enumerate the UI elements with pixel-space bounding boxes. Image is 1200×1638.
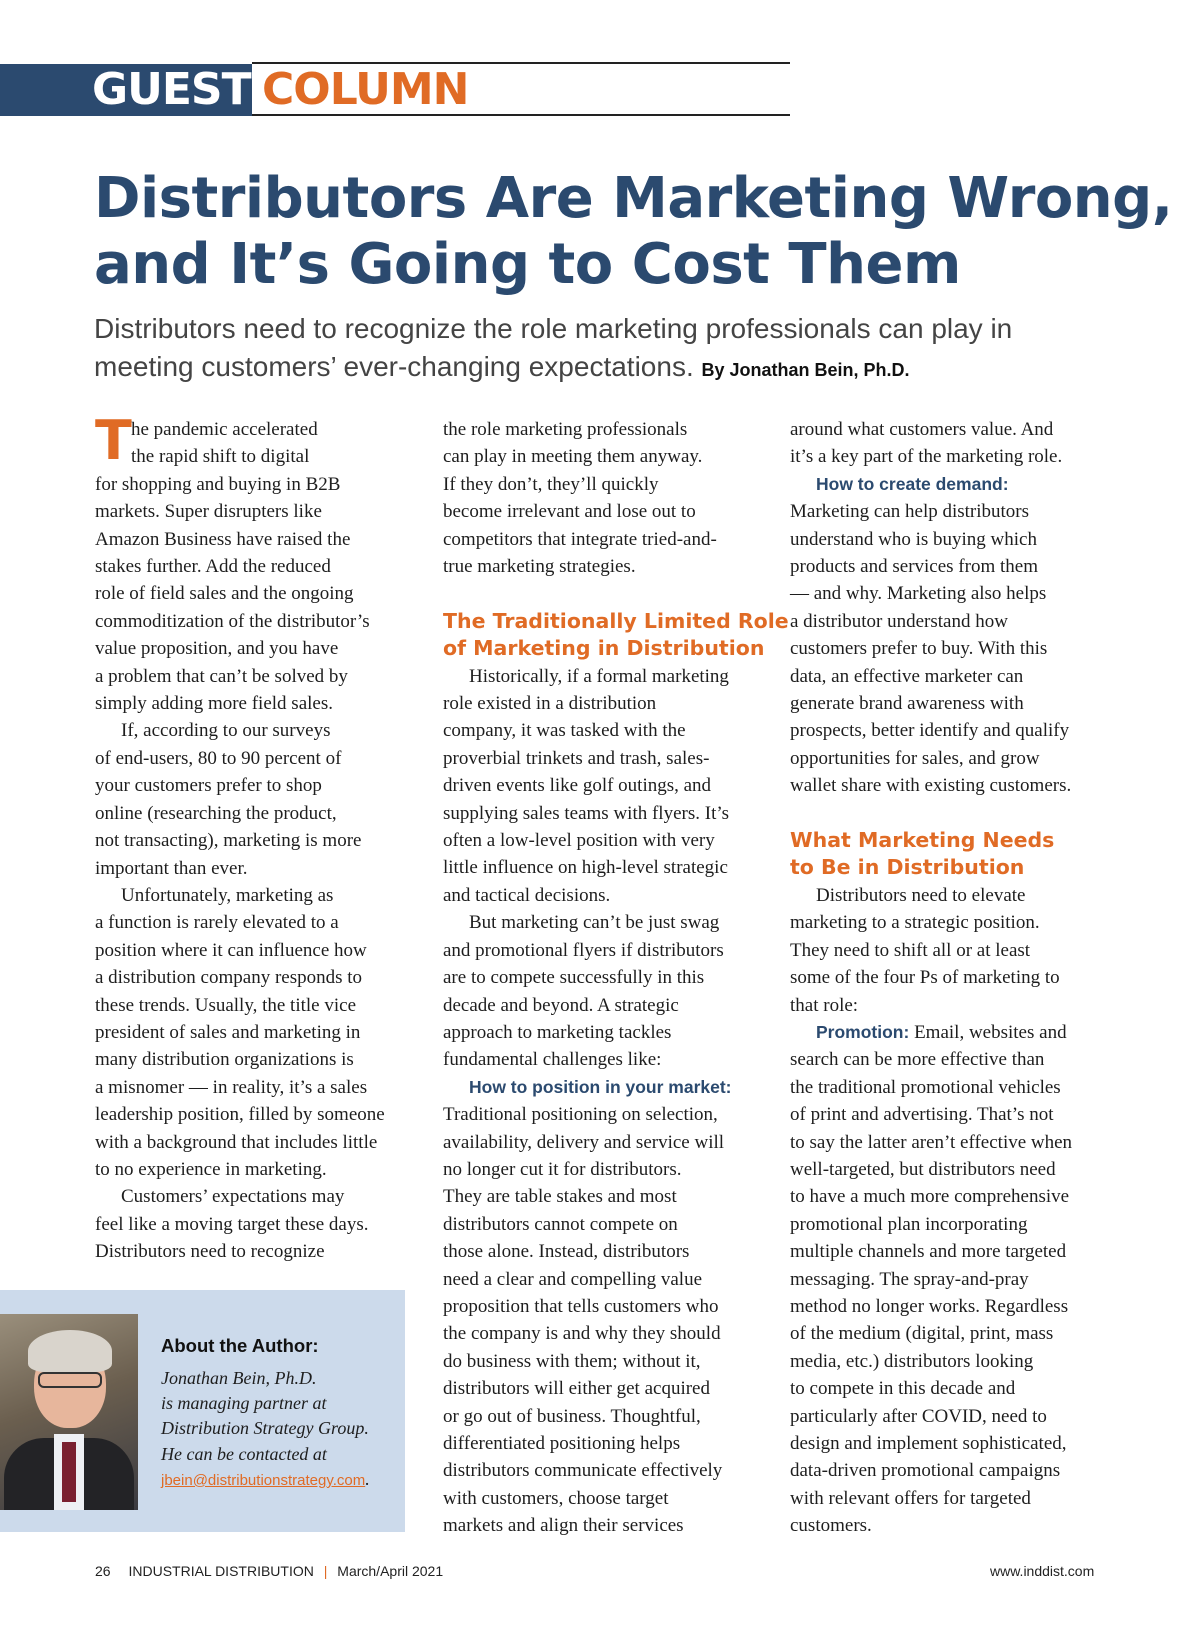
- body-line: fundamental challenges like:: [443, 1049, 662, 1071]
- deck-line: Distributors need to recognize the role marketing professionals can play in: [94, 313, 1013, 344]
- article-title: [94, 166, 1174, 298]
- body-line: it’s a key part of the marketing role.: [790, 446, 1063, 468]
- issue-date: March/April 2021: [337, 1563, 444, 1579]
- body-line: president of sales and marketing in: [95, 1021, 361, 1043]
- body-line: design and implement sophisticated,: [790, 1433, 1067, 1455]
- body-line: little influence on high-level strategic: [443, 857, 728, 879]
- body-line: and tactical decisions.: [443, 884, 611, 906]
- body-line: can play in meeting them anyway.: [443, 446, 703, 468]
- body-line: markets and align their services: [443, 1515, 684, 1537]
- subhead-line: to Be in Distribution: [790, 855, 1025, 880]
- body-line: role of field sales and the ongoing: [95, 583, 354, 605]
- body-line: value proposition, and you have: [95, 638, 339, 660]
- body-line: distributors communicate effectively: [443, 1460, 723, 1482]
- body-line: If, according to our surveys: [121, 720, 331, 742]
- body-line: do business with them; without it,: [443, 1350, 701, 1372]
- column-2: [443, 416, 789, 1540]
- body-line: are to compete successfully in this: [443, 967, 705, 989]
- body-line: [790, 1019, 1072, 1046]
- publication-name: INDUSTRIAL DISTRIBUTION: [128, 1563, 314, 1579]
- body-line: to compete in this decade and: [790, 1378, 1016, 1400]
- body-line: the rapid shift to digital: [131, 446, 310, 468]
- body-line: a problem that can’t be solved by: [95, 665, 348, 687]
- body-line: role existed in a distribution: [443, 693, 657, 715]
- body-line: well-targeted, but distributors need: [790, 1158, 1056, 1180]
- body-line: differentiated positioning helps: [443, 1433, 681, 1455]
- body-line: Customers’ expectations may: [121, 1186, 345, 1208]
- section-label-column: COLUMN: [262, 64, 469, 115]
- bio-line: is managing partner at: [161, 1393, 327, 1414]
- body-line: need a clear and compelling value: [443, 1268, 703, 1290]
- body-line: distributors will either get acquired: [443, 1378, 710, 1400]
- title-line: and It’s Going to Cost Them: [94, 232, 961, 297]
- body-line: online (researching the product,: [95, 802, 337, 824]
- body-line: important than ever.: [95, 857, 248, 879]
- body-line: decade and beyond. A strategic: [443, 994, 679, 1016]
- body-line: around what customers value. And: [790, 419, 1054, 440]
- body-line: he pandemic accelerated: [131, 419, 318, 440]
- body-line: become irrelevant and lose out to: [443, 501, 696, 523]
- body-line: opportunities for sales, and grow: [790, 747, 1040, 769]
- column-1: [95, 409, 385, 1266]
- body-line: — and why. Marketing also helps: [790, 583, 1047, 605]
- body-line: with customers, choose target: [443, 1487, 669, 1509]
- body-line: stakes further. Add the reduced: [95, 556, 331, 578]
- subhead-line: The Traditionally Limited Role: [443, 608, 789, 633]
- body-line: data-driven promotional campaigns: [790, 1460, 1061, 1482]
- body-line: those alone. Instead, distributors: [443, 1241, 690, 1263]
- article-deck: [94, 310, 1174, 389]
- body-line: media, etc.) distributors looking: [790, 1350, 1034, 1372]
- body-line: for shopping and buying in B2B: [95, 473, 341, 495]
- body-line: not transacting), marketing is more: [95, 830, 362, 852]
- body-line: no longer cut it for distributors.: [443, 1158, 682, 1180]
- spacer: [443, 580, 789, 607]
- body-line: and promotional flyers if distributors: [443, 939, 724, 961]
- body-line: proposition that tells customers who: [443, 1295, 719, 1317]
- spacer: [790, 800, 1072, 827]
- body-line: Amazon Business have raised the: [95, 528, 351, 550]
- body-line: multiple channels and more targeted: [790, 1241, 1067, 1263]
- body-line: prospects, better identify and qualify: [790, 720, 1070, 742]
- body-line: messaging. The spray-and-pray: [790, 1268, 1029, 1290]
- author-bio: [161, 1366, 370, 1493]
- body-line: some of the four Ps of marketing to: [790, 967, 1060, 989]
- column-3: [790, 416, 1072, 1540]
- body-line: driven events like golf outings, and: [443, 775, 712, 797]
- body-line: that role:: [790, 994, 859, 1016]
- body-line: of end-users, 80 to 90 percent of: [95, 747, 342, 769]
- body-line: of print and advertising. That’s not: [790, 1104, 1054, 1126]
- deck-line-text: meeting customers’ ever-changing expectations.: [94, 351, 694, 382]
- body-line: generate brand awareness with: [790, 693, 1024, 715]
- body-line: a misnomer — in reality, it’s a sales: [95, 1076, 368, 1098]
- lead-in: How to create demand:: [816, 473, 1009, 494]
- body-line: markets. Super disrupters like: [95, 501, 322, 523]
- body-line: to have a much more comprehensive: [790, 1186, 1070, 1208]
- body-line: many distribution organizations is: [95, 1049, 354, 1071]
- body-line: simply adding more field sales.: [95, 693, 333, 715]
- body-line: promotional plan incorporating: [790, 1213, 1028, 1235]
- body-line: competitors that integrate tried-and-: [443, 528, 717, 550]
- body-line: position where it can influence how: [95, 939, 367, 961]
- drop-cap: T: [95, 409, 132, 472]
- body-line: often a low-level position with very: [443, 830, 715, 852]
- body-line: search can be more effective than: [790, 1049, 1045, 1071]
- section-label-guest: GUEST: [92, 64, 251, 115]
- bio-line: Distribution Strategy Group.: [161, 1418, 369, 1439]
- body-line: the traditional promotional vehicles: [790, 1076, 1061, 1098]
- body-line: availability, delivery and service will: [443, 1131, 725, 1153]
- body-line: commoditization of the distributor’s: [95, 610, 370, 632]
- body-line: feel like a moving target these days.: [95, 1213, 369, 1235]
- byline: By Jonathan Bein, Ph.D.: [701, 360, 910, 380]
- body-line: approach to marketing tackles: [443, 1021, 672, 1043]
- body-line: But marketing can’t be just swag: [469, 912, 720, 934]
- bio-line: Jonathan Bein, Ph.D.: [161, 1368, 317, 1388]
- body-line: If they don’t, they’ll quickly: [443, 473, 659, 495]
- bio-line: [161, 1467, 370, 1493]
- body-line: leadership position, filled by someone: [95, 1104, 385, 1126]
- lead-in: Promotion:: [816, 1021, 910, 1042]
- body-line: your customers prefer to shop: [95, 775, 322, 797]
- body-line: or go out of business. Thoughtful,: [443, 1405, 701, 1427]
- body-line: Marketing can help distributors: [790, 501, 1030, 523]
- body-line: the company is and why they should: [443, 1323, 721, 1345]
- body-line: data, an effective marketer can: [790, 665, 1024, 687]
- body-line: the role marketing professionals: [443, 419, 688, 440]
- body-line: customers prefer to buy. With this: [790, 638, 1048, 660]
- title-line: Distributors Are Marketing Wrong,: [94, 166, 1173, 231]
- body-line: They need to shift all or at least: [790, 939, 1031, 961]
- body-line: a distribution company responds to: [95, 967, 363, 989]
- page-number: 26: [95, 1563, 111, 1579]
- body-line: particularly after COVID, need to: [790, 1405, 1047, 1427]
- body-line: with a background that includes little: [95, 1131, 378, 1153]
- body-line: to say the latter aren’t effective when: [790, 1131, 1073, 1153]
- footer-left: [95, 1563, 443, 1579]
- body-line: Historically, if a formal marketing: [469, 665, 729, 687]
- body-line: method no longer works. Regardless: [790, 1295, 1069, 1317]
- body-line: distributors cannot compete on: [443, 1213, 678, 1235]
- footer-website[interactable]: www.inddist.com: [990, 1563, 1095, 1579]
- subhead-line: What Marketing Needs: [790, 828, 1055, 853]
- body-line: these trends. Usually, the title vice: [95, 994, 356, 1016]
- body-line: with relevant offers for targeted: [790, 1487, 1031, 1509]
- author-heading: About the Author:: [161, 1335, 319, 1356]
- body-line: Unfortunately, marketing as: [121, 884, 334, 906]
- lead-in: How to position in your market:: [469, 1076, 732, 1097]
- body-line: proverbial trinkets and trash, sales-: [443, 747, 710, 769]
- body-line: supplying sales teams with flyers. It’s: [443, 802, 730, 824]
- body-line: true marketing strategies.: [443, 556, 636, 578]
- body-line: marketing to a strategic position.: [790, 912, 1040, 934]
- subhead-line: of Marketing in Distribution: [443, 636, 765, 661]
- body-line: company, it was tasked with the: [443, 720, 686, 742]
- body-line: understand who is buying which: [790, 528, 1037, 550]
- bio-line: He can be contacted at: [161, 1443, 327, 1464]
- email-suffix: .: [365, 1468, 370, 1489]
- body-line: products and services from them: [790, 556, 1038, 578]
- body-line: a function is rarely elevated to a: [95, 912, 339, 934]
- body-line: of the medium (digital, print, mass: [790, 1323, 1054, 1345]
- footer-separator: |: [323, 1563, 328, 1579]
- author-photo: [0, 1314, 138, 1510]
- body-line: customers.: [790, 1515, 872, 1537]
- body-line: Distributors need to recognize: [95, 1241, 325, 1263]
- body-line: a distributor understand how: [790, 610, 1008, 632]
- body-text: Email, websites and: [909, 1021, 1067, 1043]
- body-line: Traditional positioning on selection,: [443, 1104, 718, 1126]
- body-line: Distributors need to elevate: [816, 884, 1026, 906]
- body-line: wallet share with existing customers.: [790, 775, 1072, 797]
- body-line: to no experience in marketing.: [95, 1158, 327, 1180]
- deck-line: [94, 348, 1174, 389]
- author-email-link[interactable]: jbein@distributionstrategy.com: [161, 1471, 366, 1489]
- body-line: They are table stakes and most: [443, 1186, 677, 1208]
